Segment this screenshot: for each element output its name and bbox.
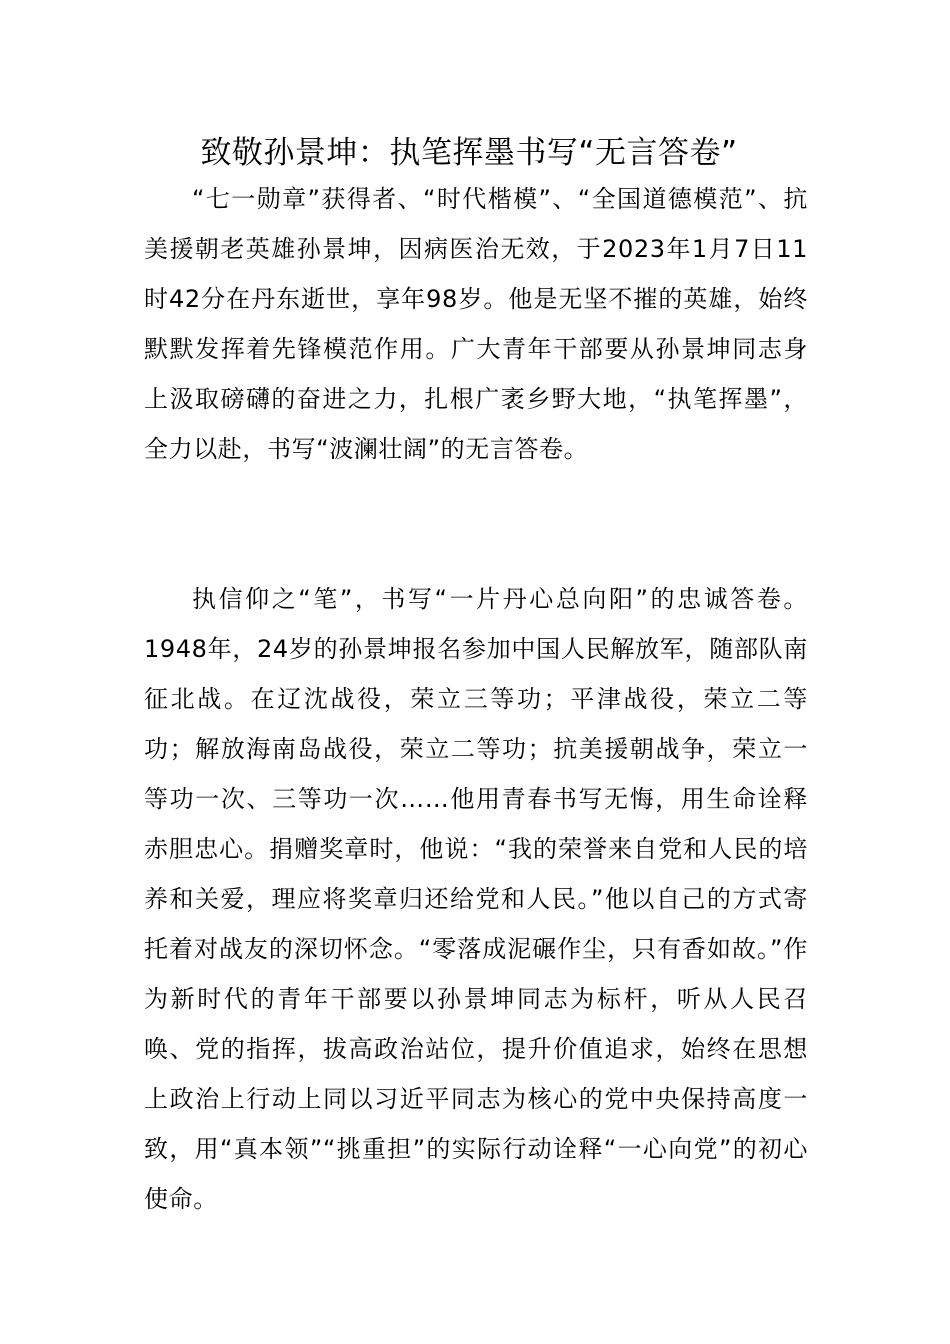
- paragraph-intro: “七一勋章”获得者、“时代楷模”、“全国道德模范”、抗美援朝老英雄孙景坤，因病医治无效，于2023年1月7日11时42分在丹东逝世，享年98岁。他是无坚不摧的英雄，始终默默发挥着先锋模范作用。广大青年干部要从孙景坤同志身上汲取磅礴的奋进之力，扎根广袤乡野大地，“执笔挥墨”，全力以赴，书写“波澜壮阔”的无言答卷。: [144, 185, 808, 463]
- paragraph-faith: 执信仰之“笔”，书写“一片丹心总向阳”的忠诚答卷。1948年，24岁的孙景坤报名参加中国人民解放军，随部队南征北战。在辽沈战役，荣立三等功；平津战役，荣立二等功；解放海南岛战役，荣立二等功；抗美援朝战争，荣立一等功一次、三等功一次……他用青春书写无悔，用生命诠释赤胆忠心。捐赠奖章时，他说：“我的荣誉来自党和人民的培养和关爱，理应将奖章归还给党和人民。”他以自己的方式寄托着对战友的深切怀念。“零落成泥碾作尘，只有香如故。”作为新时代的青年干部要以孙景坤同志为标杆，听从人民召唤、党的指挥，拔高政治站位，提升价值追求，始终在思想上政治上行动上同以习近平同志为核心的党中央保持高度一致，用“真本领”“挑重担”的实际行动诠释“一心向党”的初心使命。: [144, 585, 808, 1213]
- document-title: 致敬孙景坤：执笔挥墨书写“无言答卷”: [200, 135, 738, 171]
